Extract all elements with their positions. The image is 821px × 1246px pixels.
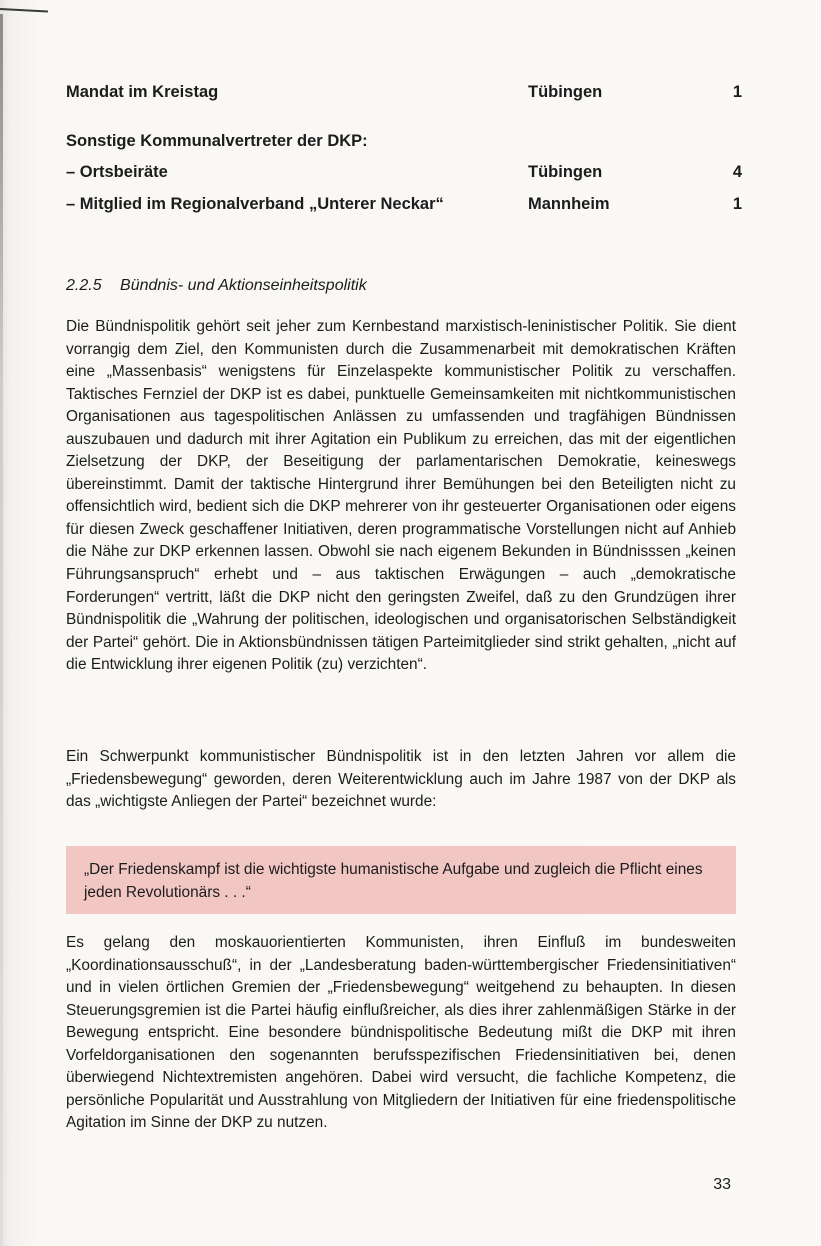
row-count: 4 <box>732 163 742 181</box>
body-paragraph: Ein Schwerpunkt kommunistischer Bündnispolitik ist in den letzten Jahren vor allem die „Friedensbewegung“ geworden, deren Weiterentwicklung auch im Jahre 1987 von der DKP als das „wichtigste Anliegen der Partei“ bezeichnet wurde: <box>66 748 736 811</box>
row-label: – Ortsbeiräte <box>66 163 168 181</box>
table-row <box>66 159 742 185</box>
section-title: Bündnis- und Aktionseinheitspolitik <box>120 277 367 294</box>
page-spine-shadow <box>0 14 3 1246</box>
table-row <box>66 128 742 154</box>
page-edge-mark <box>0 8 48 13</box>
highlighted-quote <box>66 846 736 914</box>
row-place: Tübingen <box>528 163 603 181</box>
row-count: 1 <box>732 195 742 213</box>
page-number: 33 <box>713 1176 731 1193</box>
row-label: Sonstige Kommunalvertreter der DKP: <box>66 132 368 150</box>
row-count: 1 <box>732 83 742 101</box>
section-heading <box>66 274 367 298</box>
body-paragraph: Die Bündnispolitik gehört seit jeher zum Kernbestand marxistisch-leninistischer Politik. Sie dient vorrangig dem Ziel, den Kommunisten durch die Zusammenarbeit mit demokratischen Kräften eine „Massenbasis“ wenigstens für Einzelaspekte kommunistischer Politik zu verschaffen. Taktisches Fernziel der DKP ist es dabei, punktuelle Gemeinsamkeiten mit nichtkommunistischen Organisationen aus tagespolitischen Anlässen zu umfassenden und tragfähigen Bündnissen auszubauen und dadurch mit ihrer Agitation ein Publikum zu erreichen, das mit der eigentlichen Zielsetzung der DKP, der Beseitigung der parlamentarischen Demokratie, keineswegs übereinstimmt. Damit der taktische Hintergrund ihrer Bemühungen bei den Beteiligten nicht zu offensichtlich wird, bedient sich die DKP mehrerer von ihr gesteuerter Organisationen oder eigens für diesen Zweck geschaffener Initiativen, deren programmatische Vorstellungen nicht auf Anhieb die Nähe zur DKP erkennen lassen. Obwohl sie nach eigenem Bekunden in Bündnisssen „keinen Führungsanspruch“ erhebt und – aus taktischen Erwägungen – auch „demokratische Forderungen“ vertritt, läßt die DKP nicht den geringsten Zweifel, daß zu den Grundzügen ihrer Bündnispolitik die „Wahrung der politischen, ideologischen und organisatorischen Selbständigkeit der Partei“ gehört. Die in Aktionsbündnissen tätigen Parteimitglieder sind strikt gehalten, „nicht auf die Entwicklung ihrer eigenen Politik (zu) verzichten“. <box>66 318 736 674</box>
table-row <box>66 191 742 217</box>
quote-text: „Der Friedenskampf ist die wichtigste humanistische Aufgabe und zugleich die Pflicht eines jeden Revolutionärs . . .“ <box>84 861 703 901</box>
row-label: – Mitglied im Regionalverband „Unterer Neckar“ <box>66 195 444 213</box>
row-place: Mannheim <box>528 195 610 213</box>
row-label: Mandat im Kreistag <box>66 83 219 101</box>
row-place: Tübingen <box>528 83 603 101</box>
section-number: 2.2.5 <box>66 277 102 294</box>
table-row <box>66 79 742 105</box>
body-paragraph: Es gelang den moskauorientierten Kommunisten, ihren Einfluß im bundesweiten „Koordinationsausschuß“, in der „Landesberatung baden-württembergischer Friedensinitiativen“ und in vielen örtlichen Gremien der „Friedensbewegung“ weitgehend zu behaupten. In diesen Steuerungsgremien ist die Partei häufig einflußreicher, als dies ihrer zahlenmäßigen Stärke in der Bewegung entspricht. Eine besondere bündnispolitische Bedeutung mißt die DKP mit ihren Vorfeldorganisationen den sogenannten berufsspezifischen Friedensinitiativen bei, denen überwiegend Nichtextremisten angehören. Dabei wird versucht, die fachliche Kompetenz, die persönliche Popularität und Ausstrahlung von Mitgliedern der Initiativen für eine friedenspolitische Agitation im Sinne der DKP zu nutzen. <box>66 934 736 1132</box>
